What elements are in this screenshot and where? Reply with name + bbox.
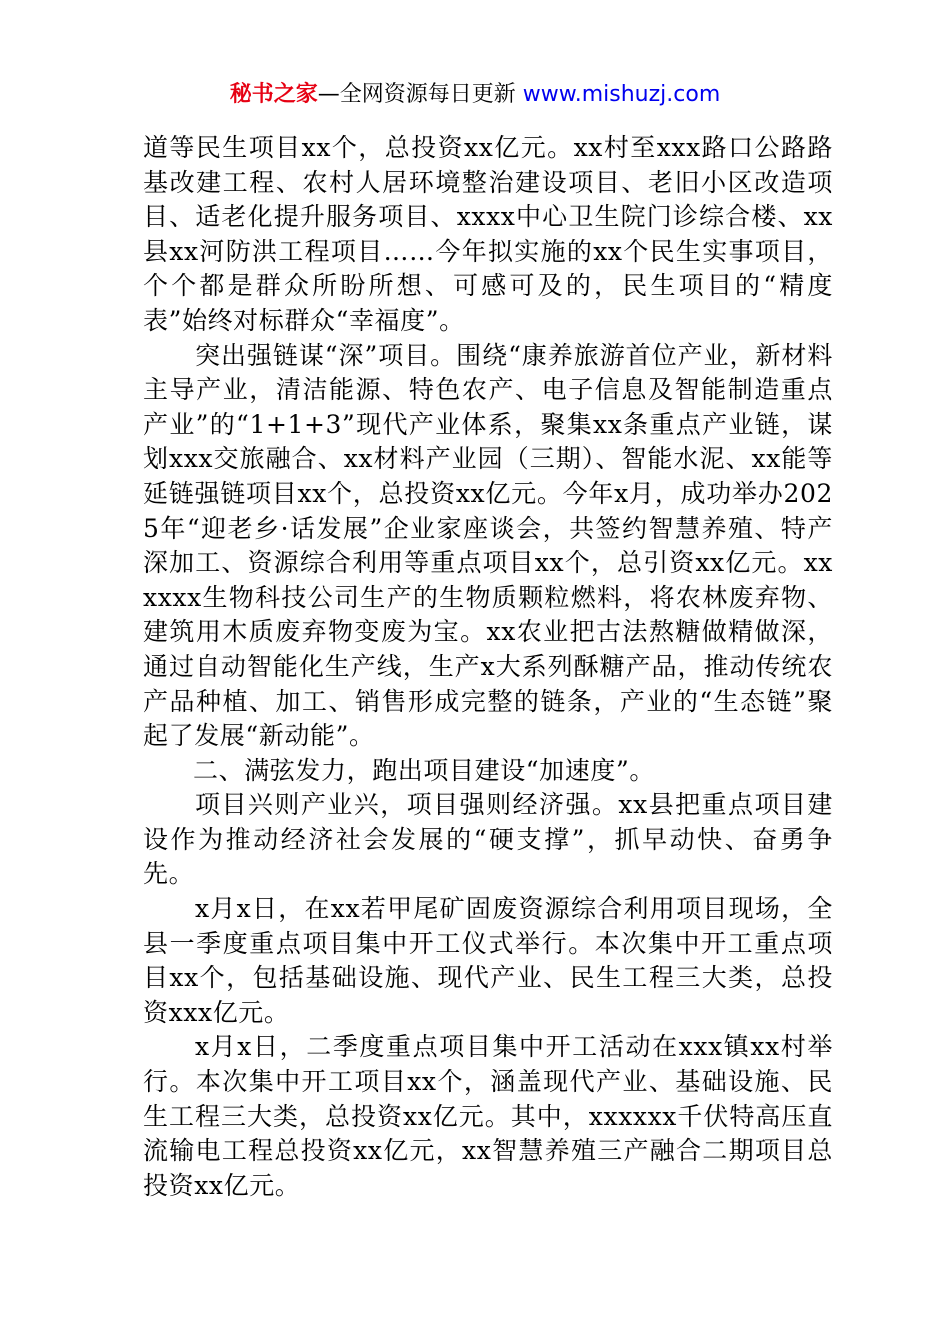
site-header [0,80,950,110]
site-tagline: —全网资源每日更新 [317,82,523,107]
paragraph-project-industry: 项目兴则产业兴，项目强则经济强。xx县把重点项目建设作为推动经济社会发展的“硬支撑”，抓早动快、奋勇争先。 [143,790,833,889]
paragraph-q2-groundbreaking: x月x日，二季度重点项目集中开工活动在xxx镇xx村举行。本次集中开工项目xx个，涵盖现代产业、基础设施、民生工程三大类，总投资xx亿元。其中，xxxxxx千伏特高压直流输电工程总投资xx亿元，xx智慧养殖三产融合二期项目总投资xx亿元。 [143,1032,833,1200]
section-heading-2: 二、满弦发力，跑出项目建设“加速度”。 [193,755,655,785]
document-body [143,131,833,1203]
paragraph-q1-groundbreaking: x月x日，在xx若甲尾矿固废资源综合利用项目现场，全县一季度重点项目集中开工仪式举行。本次集中开工重点项目xx个，包括基础设施、现代产业、民生工程三大类，总投资xxx亿元。 [143,894,833,1027]
paragraph-livelihood-projects: 道等民生项目xx个，总投资xx亿元。xx村至xxx路口公路路基改建工程、农村人居环境整治建设项目、老旧小区改造项目、适老化提升服务项目、xxxx中心卫生院门诊综合楼、xx县xx河防洪工程项目……今年拟实施的xx个民生实事项目，个个都是群众所盼所想、可感可及的，民生项目的“精度表”始终对标群众“幸福度”。 [143,133,833,335]
paragraph-industry-chain: 突出强链谋“深”项目。围绕“康养旅游首位产业，新材料主导产业，清洁能源、特色农产、电子信息及智能制造重点产业”的“1+1+3”现代产业体系，聚集xx条重点产业链，谋划xxx交旅融合、xx材料产业园（三期）、智能水泥、xx能等延链强链项目xx个，总投资xx亿元。今年x月，成功举办2025年“迎老乡·话发展”企业家座谈会，共签约智慧养殖、特产深加工、资源综合利用等重点项目xx个，总引资xx亿元。xxxxxx生物科技公司生产的生物质颗粒燃料，将农林废弃物、建筑用木质废弃物变废为宝。xx农业把古法熬糖做精做深，通过自动智能化生产线，生产x大系列酥糖产品，推动传统农产品种植、加工、销售形成完整的链条，产业的“生态链”聚起了发展“新动能”。 [143,340,833,751]
site-brand: 秘书之家 [229,82,318,107]
site-url-link[interactable]: www.mishuzj.com [522,82,721,107]
